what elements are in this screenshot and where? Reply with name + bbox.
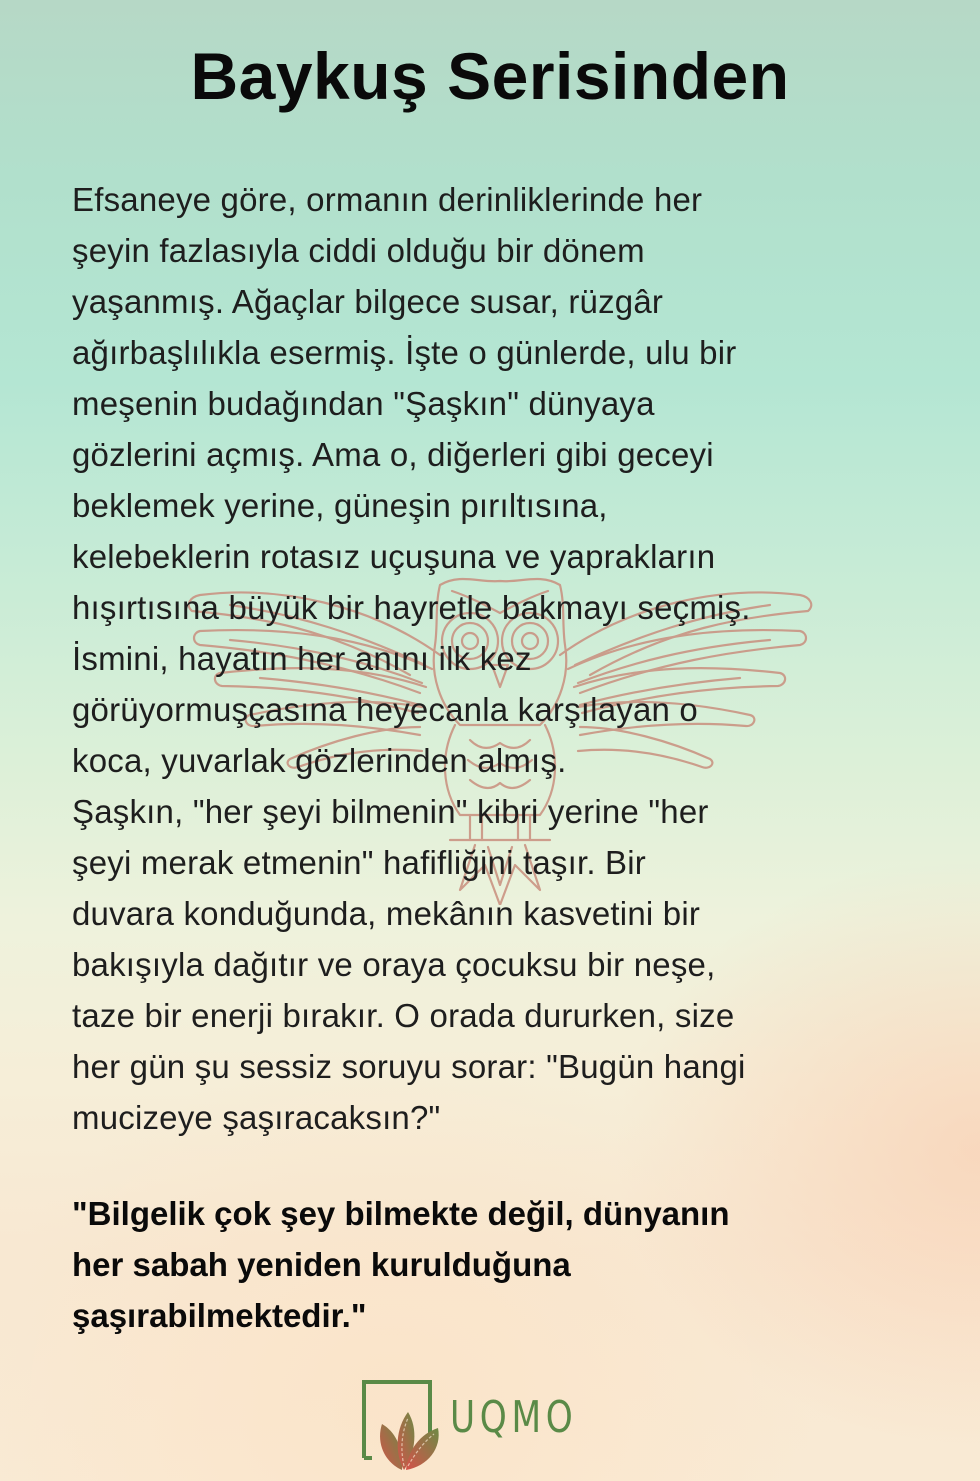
story-line: İsmini, hayatın her anını ilk kez: [72, 640, 532, 677]
story-line: mucizeye şaşıracaksın?": [72, 1099, 441, 1136]
story-line: her gün şu sessiz soruyu sorar: "Bugün hangi: [72, 1048, 746, 1085]
story-line: Efsaneye göre, ormanın derinliklerinde her: [72, 181, 703, 218]
story-line: şeyin fazlasıyla ciddi olduğu bir dönem: [72, 232, 645, 269]
story-line: gözlerini açmış. Ama o, diğerleri gibi geceyi: [72, 436, 714, 473]
story-line: Şaşkın, "her şeyi bilmenin" kibri yerine "her: [72, 793, 709, 830]
story-line: hışırtısına büyük bir hayretle bakmayı seçmiş.: [72, 589, 751, 626]
story-text: [72, 174, 952, 1143]
story-line: bakışıyla dağıtır ve oraya çocuksu bir neşe,: [72, 946, 716, 983]
story-line: görüyormuşçasına heyecanla karşılayan o: [72, 691, 698, 728]
story-line: beklemek yerine, güneşin pırıltısına,: [72, 487, 608, 524]
page-title: Baykuş Serisinden: [190, 39, 790, 113]
brand-name: UQMO: [450, 1392, 578, 1443]
story-line: meşenin budağından "Şaşkın" dünyaya: [72, 385, 655, 422]
quote-line: "Bilgelik çok şey bilmekte değil, dünyanın: [72, 1195, 730, 1232]
story-line: duvara konduğunda, mekânın kasvetini bir: [72, 895, 701, 932]
quote-line: her sabah yeniden kurulduğuna: [72, 1246, 571, 1283]
story-line: yaşanmış. Ağaçlar bilgece susar, rüzgâr: [72, 283, 664, 320]
story-line: şeyi merak etmenin" hafifliğini taşır. Bir: [72, 844, 646, 881]
story-line: ağırbaşlılıkla esermiş. İşte o günlerde, ulu bir: [72, 334, 737, 371]
leaf-frame-icon: [358, 1376, 450, 1476]
story-line: taze bir enerji bırakır. O orada dururken, size: [72, 997, 735, 1034]
story-line: koca, yuvarlak gözlerinden almış.: [72, 742, 567, 779]
closing-quote: [72, 1188, 952, 1341]
quote-line: şaşırabilmektedir.": [72, 1297, 367, 1334]
story-line: kelebeklerin rotasız uçuşuna ve yaprakların: [72, 538, 716, 575]
brand-logo: [358, 1376, 588, 1476]
